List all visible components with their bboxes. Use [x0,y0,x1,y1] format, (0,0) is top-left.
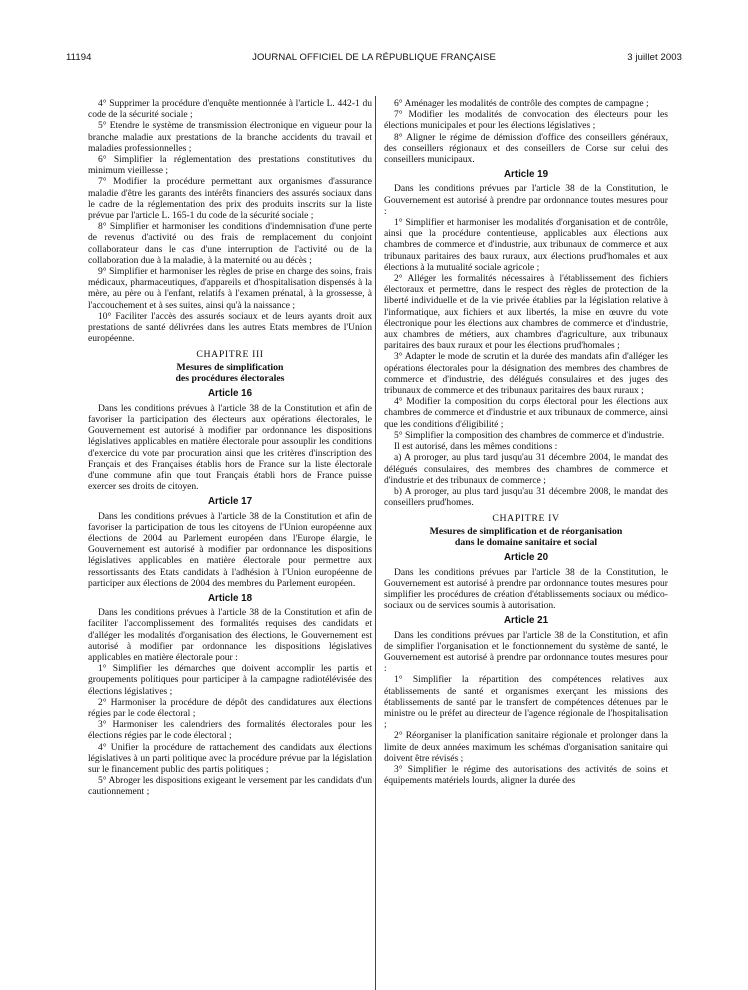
left-paragraph: 9° Simplifier et harmoniser les règles de prise en charge des soins, frais médicaux, pharmaceutiques, d'appareils et d'hospitalisation dispensés à la mère, au père ou à l'enfant, relatifs à l'examen prénatal, à la grossesse, à l'accouchement et à ses suites, ainsi qu'à la naissance ; [88,266,372,311]
left-paragraph: 10° Faciliter l'accès des assurés sociaux et de leurs ayants droit aux prestations de santé délivrées dans les autres Etats membres de l'Union européenne. [88,310,372,345]
left-paragraph: 1° Simplifier les démarches que doivent accomplir les partis et groupements politiques pour participer à la campagne radiotélévisée des élections législatives ; [88,663,372,697]
right-paragraph: 8° Aligner le régime de démission d'office des conseillers généraux, des conseillers régionaux et des conseillers de Corse sur celui des conseillers municipaux. [384,131,668,166]
left-column [88,98,372,798]
left-paragraph: 4° Unifier la procédure de rattachement des candidats aux élections législatives à un parti politique avec la procédure prévue par la législation sur le financement public des partis politiques ; [88,741,372,775]
page-number: 11194 [66,52,92,63]
column-divider [375,96,376,990]
left-paragraph: Dans les conditions prévues à l'article 38 de la Constitution et afin de favoriser la participation de tous les citoyens de l'Union européenne aux élections de 2004 au Parlement européen dans l'Europe élargie, le Gouvernement est autorisé à modifier par ordonnance les dispositions législatives applicables en matière électorale pour permettre aux ressortissants des Etats candidats à l'adhésion à l'Union européenne de participer aux élections de 2004 des membres du Parlement européen. [88,510,372,589]
right-paragraph: 6° Aménager les modalités de contrôle des comptes de campagne ; [394,98,649,109]
left-paragraph: 8° Simplifier et harmoniser les conditions d'indemnisation d'une perte de revenus d'activité ou des frais de remplacement du conjoint collaborateur dans le cas d'une interruption de l'activité ou de la collaboration due à la maladie, à la maternité ou au décès ; [88,221,372,266]
left-paragraph: 7° Modifier la procédure permettant aux organismes d'assurance maladie d'être les garants des intérêts financiers des assurés sociaux dans le cadre de la réglementation des prix des produits inscrits sur la liste prévue par l'article L. 165-1 du code de la sécurité sociale ; [88,176,372,222]
right-chapter-title: dans le domaine sanitaire et social [454,536,598,548]
right-article-heading: Article 19 [503,169,549,181]
left-paragraph: 3° Harmoniser les calendriers des formalités électorales pour les élections régies par le code électoral ; [88,719,372,742]
left-article-heading: Article 17 [207,496,253,508]
left-paragraph: 5° Abroger les dispositions exigeant le versement par les candidats d'un cautionnement ; [88,775,372,798]
page-header [0,0,748,70]
right-paragraph: 5° Simplifier la composition des chambres de commerce et d'industrie. [394,429,665,441]
left-paragraph: 4° Supprimer la procédure d'enquête mentionnée à l'article L. 442-1 du code de la sécurité sociale ; [88,98,372,121]
right-paragraph: 1° Simplifier et harmoniser les modalités d'organisation et de contrôle, ainsi que la procédure contentieuse, applicables aux élections aux chambres de commerce et d'industrie, aux tribunaux de commerce et aux tribunaux paritaires des baux ruraux, aux élections prud'homales et aux élections à la mutualité sociale agricole ; [384,217,668,273]
left-paragraph: Dans les conditions prévues à l'article 38 de la Constitution et afin de favoriser la participation des électeurs aux opérations électorales, le Gouvernement est autorisé à modifier par ordonnance les dispositions législatives applicables en matière électorale pour assouplir les conditions d'exercice du vote par procuration ainsi que les critères d'inscription des Français et des Françaises établis hors de France sur la liste électorale d'une commune afin que tout Français établi hors de France puisse exercer ses droits de citoyen. [88,402,372,493]
left-chapter-heading: CHAPITRE III [196,349,264,361]
left-chapter-title: des procédures électorales [175,373,285,385]
left-paragraph: 5° Etendre le système de transmission électronique en vigueur pour la branche maladie aux prestations de la branche accidents du travail et maladies professionnelles ; [88,120,372,154]
right-paragraph: 7° Modifier les modalités de convocation des électeurs pour les élections municipales et pour les élections législatives ; [384,109,668,132]
issue-date: 3 juillet 2003 [627,52,682,63]
left-paragraph: 2° Harmoniser la procédure de dépôt des candidatures aux élections régies par le code électoral ; [88,696,372,719]
right-article-heading: Article 21 [503,615,549,627]
left-article-heading: Article 18 [207,592,253,604]
right-paragraph: Dans les conditions prévues par l'article 38 de la Constitution, le Gouvernement est autorisé à prendre par ordonnance toutes mesures pour : [384,183,668,217]
right-paragraph: Il est autorisé, dans les mêmes conditions : [394,441,558,453]
right-paragraph: b) A proroger, au plus tard jusqu'au 31 décembre 2008, le mandat des conseillers prud'homes. [384,485,668,509]
right-column [384,98,668,786]
right-paragraph: 2° Alléger les formalités nécessaires à l'établissement des fichiers électoraux et permettre, dans le respect des règles de protection de la liberté individuelle et de la vie privée établies par la législation relative à l'informatique, aux fichiers et aux libertés, la mise en œuvre du vote électronique pour les élections aux chambres de commerce et d'industrie, aux chambres de métiers, aux chambres d'agriculture, aux tribunaux paritaires des baux ruraux et pour les élections prud'homales ; [384,273,668,352]
left-article-heading: Article 16 [207,388,253,400]
right-paragraph: a) A proroger, au plus tard jusqu'au 31 décembre 2004, le mandat des délégués consulaires, des membres des chambres de commerce et d'industrie et des tribunaux de commerce ; [384,452,668,486]
right-chapter-title: Mesures de simplification et de réorganisation [429,525,623,537]
left-paragraph: Dans les conditions prévues à l'article 38 de la Constitution et afin de faciliter l'accomplissement des formalités requises des candidats et d'alléger les modalités d'organisation des élections, le Gouvernement est autorisé à modifier par ordonnance les dispositions législatives applicables en matière électorale pour : [88,607,372,663]
right-article-heading: Article 20 [503,552,549,564]
right-paragraph: Dans les conditions prévues par l'article 38 de la Constitution, le Gouvernement est autorisé à prendre par ordonnance toutes mesures pour simplifier les procédures de création d'établissements sociaux ou médico-sociaux ou de services soumis à autorisation. [384,566,668,612]
journal-title: JOURNAL OFFICIEL DE LA RÉPUBLIQUE FRANÇAISE [252,52,496,63]
right-paragraph: Dans les conditions prévues par l'article 38 de la Constitution, et afin de simplifier l'organisation et le fonctionnement du système de santé, le Gouvernement est autorisé à prendre par ordonnance toutes mesures pour : [384,629,668,675]
right-paragraph: 1° Simplifier la répartition des compétences relatives aux établissements de santé et organismes exerçant les missions des établissements de santé par le transfert de compétences détenues par le ministre ou le préfet au directeur de l'agence régionale de l'hospitalisation ; [384,674,668,731]
right-chapter-heading: CHAPITRE IV [492,513,560,525]
left-chapter-title: Mesures de simplification [176,361,284,373]
right-paragraph: 3° Adapter le mode de scrutin et la durée des mandats afin d'alléger les opérations électorales pour la désignation des membres des chambres de commerce et d'industrie, des délégués consulaires et des juges des tribunaux de commerce et des tribunaux paritaires des baux ruraux ; [384,351,668,397]
right-paragraph: 2° Réorganiser la planification sanitaire régionale et prolonger dans la limite de deux années maximum les schémas d'organisation sanitaire qui doivent être révisés ; [384,730,668,764]
right-paragraph: 3° Simplifier le régime des autorisations des activités de soins et équipements matériels lourds, aligner la durée des [384,763,668,787]
right-paragraph: 4° Modifier la composition du corps électoral pour les élections aux chambres de commerce et d'industrie et aux tribunaux de commerce, ainsi que les conditions d'éligibilité ; [384,396,668,430]
left-paragraph: 6° Simplifier la réglementation des prestations constitutives du minimum vieillesse ; [88,154,372,177]
